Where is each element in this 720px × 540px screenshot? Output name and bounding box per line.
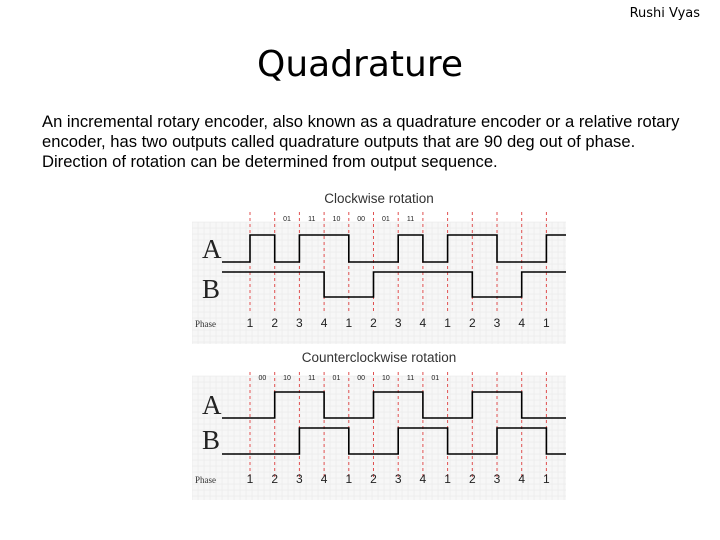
clockwise-timing-diagram bbox=[192, 210, 566, 344]
phase-number: 1 bbox=[543, 316, 550, 330]
phase-number: 1 bbox=[246, 472, 254, 486]
state-label: 11 bbox=[406, 216, 415, 223]
state-label: 00 bbox=[357, 375, 366, 382]
author-name: Rushi Vyas bbox=[629, 6, 700, 21]
phase-number: 1 bbox=[444, 472, 451, 486]
state-label: 00 bbox=[258, 375, 267, 382]
phase-number: 4 bbox=[518, 316, 526, 330]
phase-number: 4 bbox=[419, 316, 427, 330]
phase-number: 4 bbox=[320, 472, 328, 486]
phase-number: 3 bbox=[394, 316, 402, 330]
phase-number: 2 bbox=[370, 472, 377, 486]
phase-number: 4 bbox=[320, 316, 328, 330]
phase-row-label: Phase bbox=[195, 319, 216, 329]
phase-number: 2 bbox=[468, 472, 476, 486]
phase-number: 1 bbox=[543, 472, 550, 486]
state-label: 01 bbox=[381, 216, 390, 223]
phase-number: 2 bbox=[271, 472, 279, 486]
counterclockwise-timing-diagram bbox=[192, 370, 566, 500]
channel-a-label: A bbox=[202, 390, 222, 420]
state-label: 00 bbox=[357, 216, 366, 223]
channel-a-label: A bbox=[202, 234, 222, 264]
phase-number: 1 bbox=[444, 316, 451, 330]
slide-title: Quadrature bbox=[256, 44, 463, 85]
state-label: 11 bbox=[308, 375, 316, 382]
state-label: 10 bbox=[283, 375, 291, 382]
state-label: 11 bbox=[308, 216, 316, 223]
phase-number: 2 bbox=[271, 316, 279, 330]
phase-number: 4 bbox=[419, 472, 427, 486]
phase-number: 2 bbox=[468, 316, 476, 330]
state-label: 10 bbox=[332, 216, 341, 223]
phase-number: 2 bbox=[370, 316, 377, 330]
phase-number: 1 bbox=[246, 316, 254, 330]
state-label: 01 bbox=[431, 375, 440, 382]
channel-b-label: B bbox=[202, 425, 221, 455]
channel-b-label: B bbox=[202, 274, 221, 304]
state-label: 01 bbox=[332, 375, 341, 382]
phase-number: 3 bbox=[394, 472, 402, 486]
phase-number: 1 bbox=[345, 316, 353, 330]
phase-row-label: Phase bbox=[195, 475, 216, 485]
phase-number: 3 bbox=[493, 472, 501, 486]
state-label: 11 bbox=[406, 375, 415, 382]
state-label: 01 bbox=[283, 216, 291, 223]
body-paragraph: An incremental rotary encoder, also known as a quadrature encoder or a relative rotary encoder, has two outputs called quadrature outputs that are 90 deg out of phase. Direction of rotation can be determined from output sequence. bbox=[42, 112, 680, 171]
phase-number: 3 bbox=[296, 472, 303, 486]
phase-number: 3 bbox=[493, 316, 501, 330]
counterclockwise-diagram-title: Counterclockwise rotation bbox=[301, 350, 457, 365]
phase-number: 3 bbox=[296, 316, 303, 330]
phase-number: 1 bbox=[345, 472, 353, 486]
phase-number: 4 bbox=[518, 472, 526, 486]
state-label: 10 bbox=[381, 375, 390, 382]
clockwise-diagram-title: Clockwise rotation bbox=[324, 191, 434, 206]
